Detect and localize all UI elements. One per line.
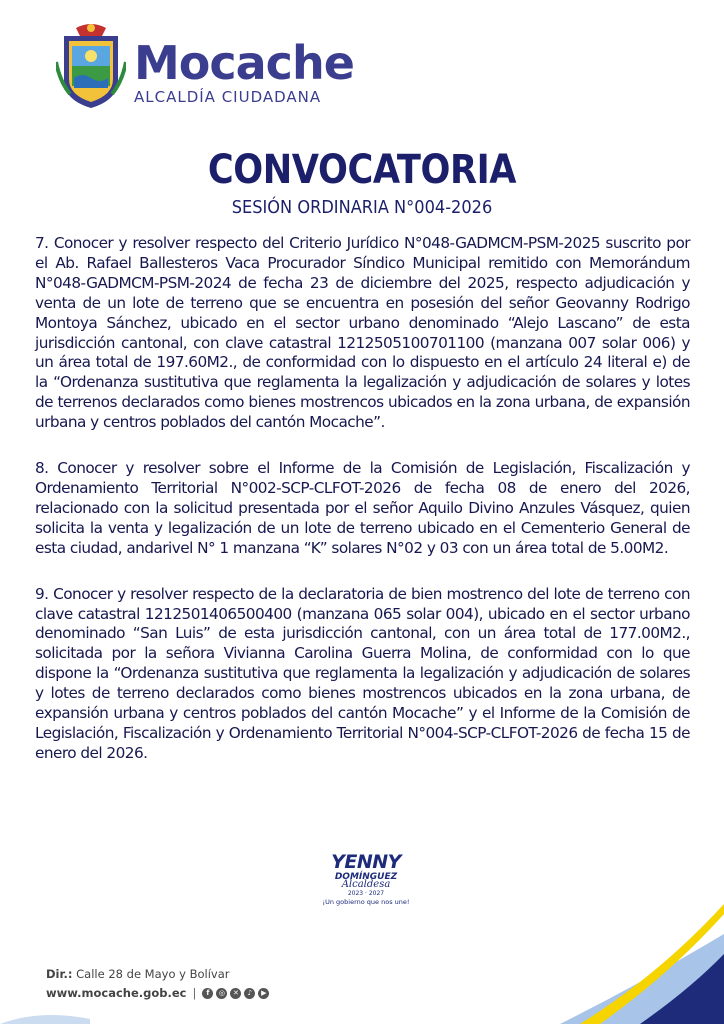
agenda-item-7: 7. Conocer y resolver respecto del Criterio Jurídico N°048-GADMCM-PSM-2025 suscrito por el Ab. Rafael Ballesteros Vaca Procurador Síndico Municipal remitido con Memorándum N°048-GADMCM-PSM-2024 de fecha 23 de diciembre del 2025, respecto adjudicación y venta de un lote de terreno que se encuentra en posesión del señor Geovanny Rodrigo Montoya Sánchez, ubicado en el sector urbano denominado “Alejo Lascano” de esta jurisdicción cantonal, con clave catastral 1212505100701100 (manzana 007 solar 006) y un área total de 197.60M2., de conformidad con lo dispuesto en el artículo 24 literal e) de la “Ordenanza sustitutiva que reglamenta la legalización y adjudicación de solares y lotes de terrenos declarados como bienes mostrencos ubicados en la zona urbana, de expansión urbana y centros poblados del cantón Mocache”.	[35, 234, 690, 432]
badge-script: Alcaldesa	[341, 879, 391, 890]
badge-surname: DOMÍNGUEZ	[334, 872, 398, 882]
badge-name: YENNY	[331, 851, 401, 873]
instagram-icon[interactable]: ◎	[216, 988, 227, 999]
brand-name: Mocache	[134, 36, 354, 90]
candidate-badge	[318, 852, 414, 922]
address-text: Calle 28 de Mayo y Bolívar	[76, 967, 230, 981]
badge-years: 2023 · 2027	[347, 890, 385, 897]
youtube-icon[interactable]: ▶	[258, 988, 269, 999]
agenda-item-9: 9. Conocer y resolver respecto de la declaratoria de bien mostrenco del lote de terreno con clave catastral 1212501406500400 (manzana 065 solar 004), ubicado en el sector urbano denominado “San Luis” de esta jurisdicción cantonal, con un área total de 177.00M2., solicitada por la señora Vivianna Carolina Guerra Molina, de conformidad con lo que dispone la “Ordenanza sustitutiva que reglamenta la legalización y adjudicación de solares y lotes de terreno declarados como bienes mostrencos ubicados en la zona urbana, de expansión urbana y centros poblados del cantón Mocache” y el Informe de la Comisión de Legislación, Fiscalización y Ordenamiento Territorial N°004-SCP-CLFOT-2026 de fecha 15 de enero del 2026.	[35, 584, 690, 762]
website-link[interactable]: www.mocache.gob.ec	[46, 986, 187, 1000]
footer-address	[46, 965, 269, 983]
footer	[46, 965, 269, 1003]
tiktok-icon[interactable]: ♪	[244, 988, 255, 999]
badge-slogan: ¡Un gobierno que nos une!	[322, 898, 410, 906]
twitter-icon[interactable]: ✕	[230, 988, 241, 999]
crest-logo	[56, 22, 126, 110]
page-title: CONVOCATORIA	[207, 147, 517, 193]
brand-subtitle: ALCALDÍA CIUDADANA	[134, 88, 322, 106]
facebook-icon[interactable]: f	[202, 988, 213, 999]
session-subtitle: SESIÓN ORDINARIA N°004-2026	[231, 197, 493, 218]
header	[56, 22, 416, 122]
separator: |	[192, 986, 197, 1000]
agenda-item-8: 8. Conocer y resolver sobre el Informe de la Comisión de Legislación, Fiscalización y Ordenamiento Territorial N°002-SCP-CLFOT-2026 de fecha 08 de enero del 2026, relacionado con la solicitud presentada por el señor Aquilo Divino Anzules Vásquez, quien solicita la venta y legalización de un lote de terreno ubicado en el Cementerio General de esta ciudad, andarivel N° 1 manzana “K” solares N°02 y 03 con un área total de 5.00M2.	[35, 459, 690, 557]
footer-web-row	[46, 983, 269, 1003]
social-icons	[202, 988, 269, 999]
brand	[134, 36, 354, 106]
agenda-body	[35, 234, 690, 790]
address-label: Dir.:	[46, 967, 73, 981]
